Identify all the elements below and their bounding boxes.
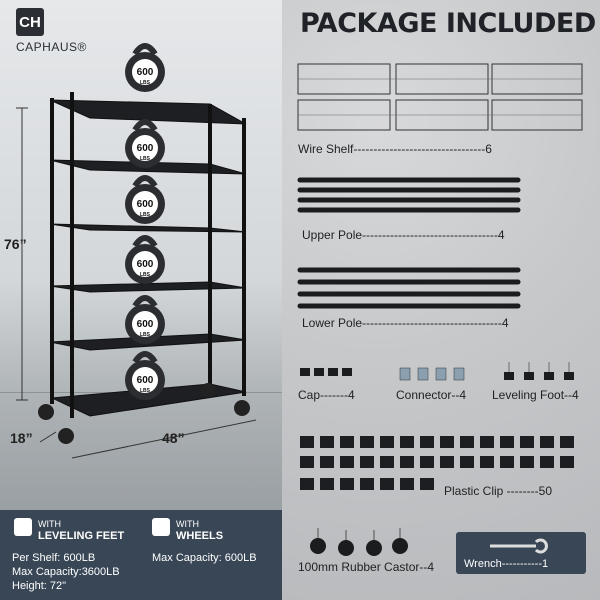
brand-name: CAPHAUS® [16, 40, 87, 54]
depth-dimension-label: 18” [10, 430, 33, 446]
depth-dimension-line [40, 432, 56, 442]
wheel-capacity-spec: Max Capacity: 600LB [152, 552, 257, 564]
weight-label-6: 600 LBS [136, 375, 154, 394]
height-dimension-label: 76” [4, 236, 27, 252]
cap-label: Cap-------4 [298, 388, 355, 402]
shelf-3 [50, 224, 246, 232]
weight-label-5: 600 LBS [136, 319, 154, 338]
plastic-clip-label: Plastic Clip --------50 [444, 484, 552, 498]
package-items-illustration [282, 0, 600, 600]
cap-items [300, 368, 352, 376]
leveling-feet-feature: WITH LEVELING FEET [38, 519, 125, 542]
plastic-clip-items [300, 436, 574, 490]
wire-shelf-label: Wire Shelf---------------------------------6 [298, 142, 492, 156]
leveling-feet-icon [14, 518, 32, 536]
wrench-label: Wrench-----------1 [464, 558, 549, 570]
upper-pole-label: Upper Pole----------------------------------4 [302, 228, 505, 242]
castor-items [310, 528, 408, 556]
feature-strip [0, 510, 282, 600]
product-photo-panel [0, 0, 282, 510]
castor-label: 100mm Rubber Castor--4 [298, 560, 435, 574]
per-shelf-spec: Per Shelf: 600LB [12, 552, 96, 564]
wire-shelf-items [298, 64, 582, 130]
lower-pole-label: Lower Pole-----------------------------------4 [302, 316, 509, 330]
connector-label: Connector--4 [396, 388, 467, 402]
weight-label-4: 600 LBS [136, 259, 154, 278]
upper-pole-items [300, 180, 518, 210]
weight-label-1: 600 LBS [136, 67, 154, 86]
wheels-icon [152, 518, 170, 536]
package-title: PACKAGE INCLUDED [300, 8, 596, 39]
leveling-foot-label: Leveling Foot--4 [492, 388, 579, 402]
package-panel [282, 0, 600, 600]
brand-mark-icon: CH [16, 8, 44, 36]
max-capacity-spec: Max Capacity:3600LB [12, 566, 120, 578]
height-spec: Height: 72" [12, 580, 67, 592]
leveling-foot-items [504, 362, 574, 380]
wheels-feature: WITH WHEELS [176, 519, 224, 542]
weight-label-2: 600 LBS [136, 143, 154, 162]
lower-pole-items [300, 270, 518, 306]
width-dimension-label: 48” [162, 430, 185, 446]
weight-label-3: 600 LBS [136, 199, 154, 218]
connector-items [400, 368, 464, 380]
